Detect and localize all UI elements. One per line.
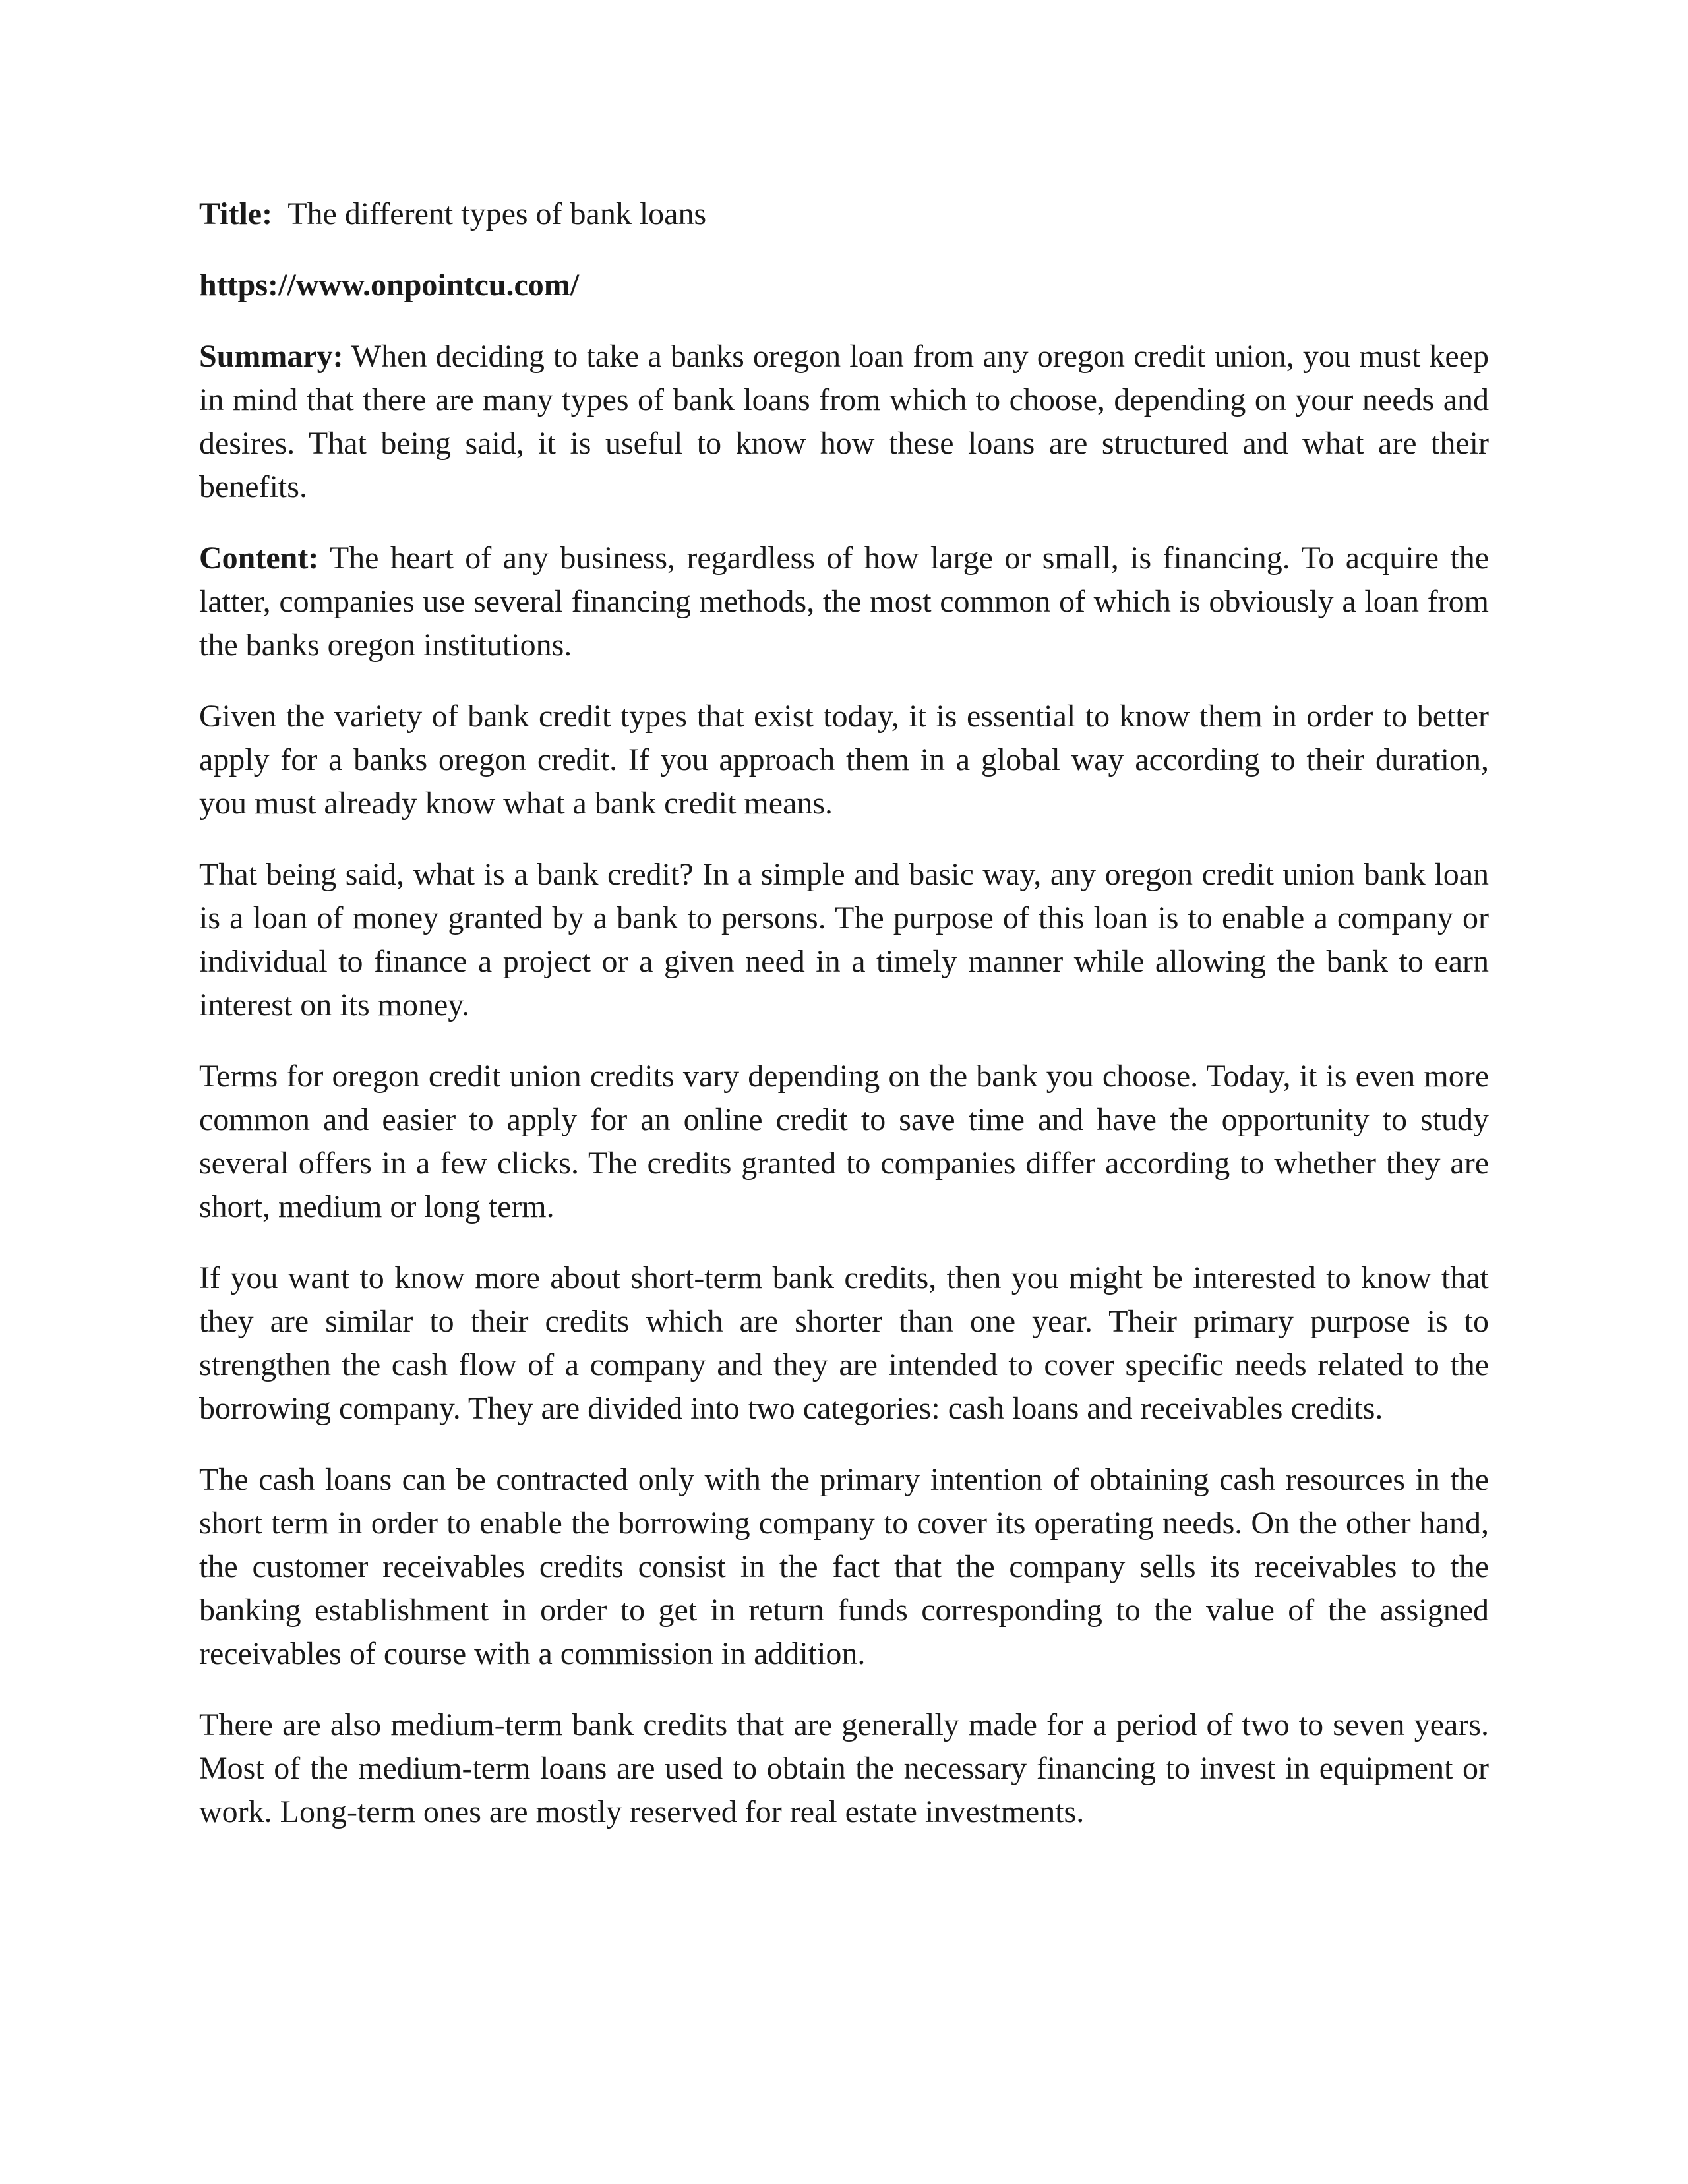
- content-label: Content:: [199, 541, 319, 576]
- source-url: https://www.onpointcu.com/: [199, 268, 580, 303]
- summary-text: When deciding to take a banks oregon loan from any oregon credit union, you must keep in mind that there are many types of bank loans from which to choose, depending on your needs and desires. That being said, it is useful to know how these loans are structured and what are their benefits.: [199, 339, 1489, 504]
- document-body: [199, 192, 1489, 1862]
- body-paragraph-2: That being said, what is a bank credit? In a simple and basic way, any oregon credit union bank loan is a loan of money granted by a bank to persons. The purpose of this loan is to enable a company or individual to finance a project or a given need in a timely manner while allowing the bank to earn interest on its money.: [199, 857, 1489, 1022]
- summary-label: Summary:: [199, 339, 344, 374]
- content-text: The heart of any business, regardless of how large or small, is financing. To acquire the latter, companies use several financing methods, the most common of which is obviously a loan from the banks oregon institutions.: [199, 541, 1489, 663]
- content-paragraph: [199, 537, 1489, 667]
- body-paragraph-6: There are also medium-term bank credits that are generally made for a period of two to seven years. Most of the medium-term loans are used to obtain the necessary financing to invest in equipment or work. Long-term ones are mostly reserved for real estate investments.: [199, 1707, 1489, 1829]
- url-line: [199, 264, 1489, 307]
- body-paragraph-5: The cash loans can be contracted only with the primary intention of obtaining cash resources in the short term in order to enable the borrowing company to cover its operating needs. On the other hand, the customer receivables credits consist in the fact that the company sells its receivables to the banking establishment in order to get in return funds corresponding to the value of the assigned receivables of course with a commission in addition.: [199, 1462, 1489, 1671]
- title-line: [199, 192, 1489, 236]
- title-label: Title:: [199, 196, 273, 231]
- body-paragraph-1: Given the variety of bank credit types that exist today, it is essential to know them in order to better apply for a banks oregon credit. If you approach them in a global way according to their duration, you must already know what a bank credit means.: [199, 699, 1489, 821]
- summary-paragraph: [199, 335, 1489, 509]
- body-paragraph-4: If you want to know more about short-term bank credits, then you might be interested to know that they are similar to their credits which are shorter than one year. Their primary purpose is to strengthen the cash flow of a company and they are intended to cover specific needs related to the borrowing company. They are divided into two categories: cash loans and receivables credits.: [199, 1260, 1489, 1426]
- body-paragraph-3: Terms for oregon credit union credits vary depending on the bank you choose. Today, it is even more common and easier to apply for an online credit to save time and have the opportunity to study several offers in a few clicks. The credits granted to companies differ according to whether they are short, medium or long term.: [199, 1059, 1489, 1224]
- title-text: The different types of bank loans: [287, 196, 707, 231]
